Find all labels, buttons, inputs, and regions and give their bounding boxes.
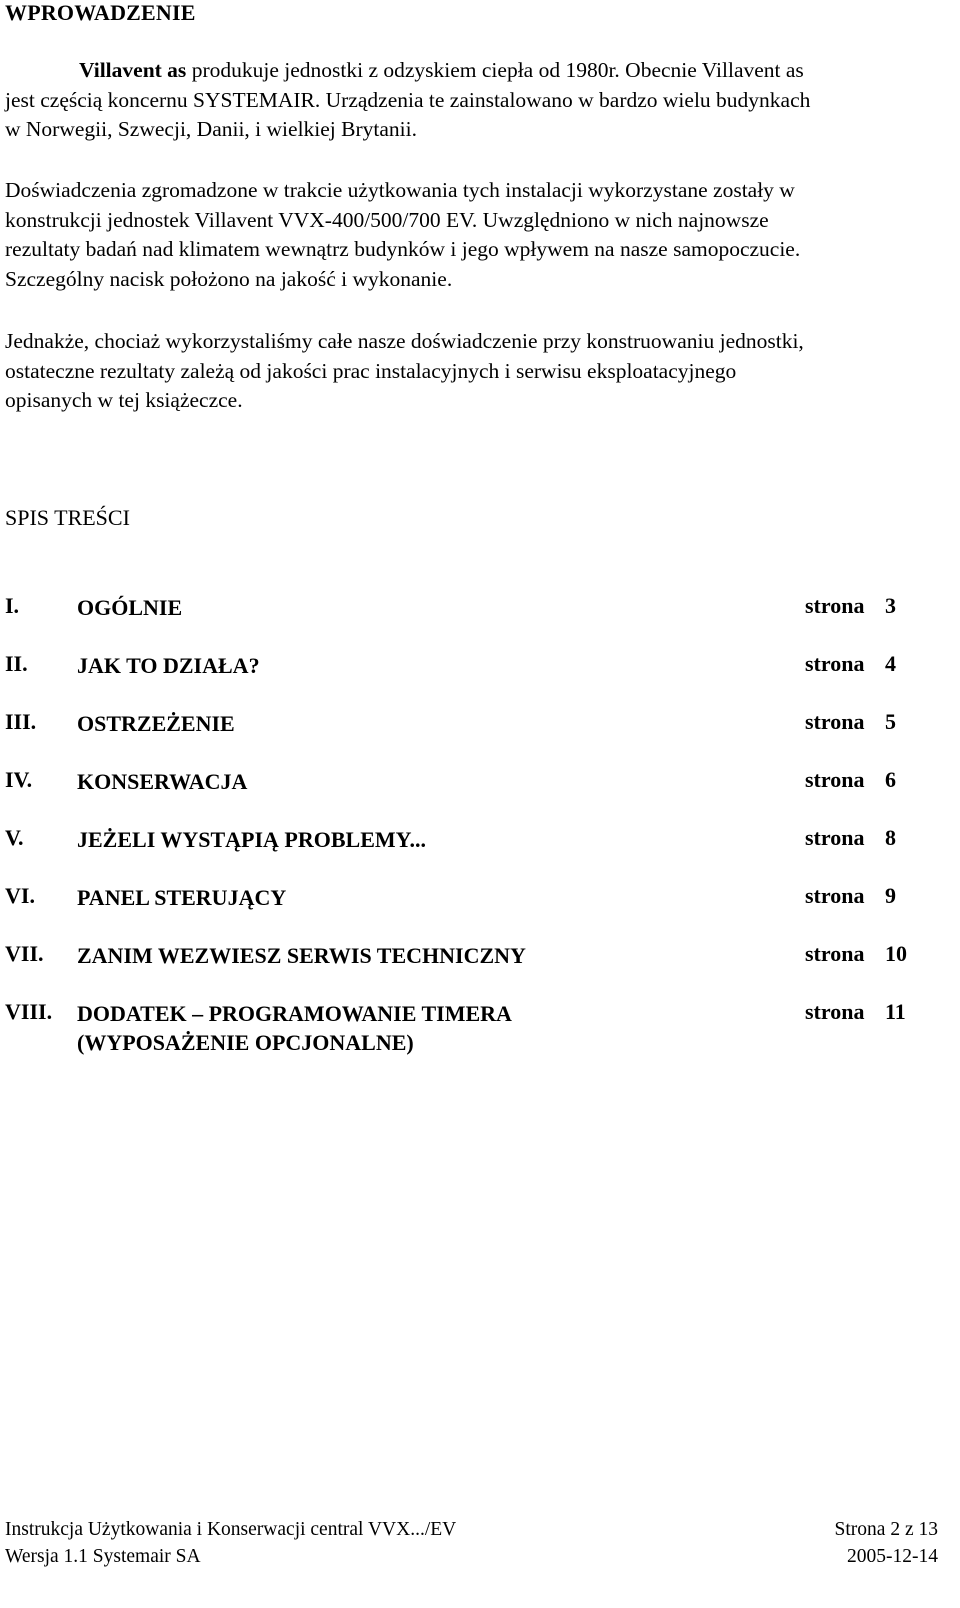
toc-item-title: KONSERWACJA	[77, 769, 248, 794]
toc-item-title	[77, 999, 512, 1057]
toc-item-number: VI.	[5, 883, 35, 908]
toc-item[interactable]	[5, 825, 925, 883]
toc-page-word: strona	[805, 651, 865, 676]
page-heading: WPROWADZENIE	[5, 0, 196, 25]
intro-line-3: w Norwegii, Szwecji, Danii, i wielkiej Brytanii.	[5, 117, 417, 141]
toc-item-title: PANEL STERUJĄCY	[77, 885, 287, 910]
toc-page-number: 4	[885, 651, 896, 676]
however-paragraph	[5, 327, 955, 416]
toc-item-number: III.	[5, 709, 37, 734]
toc-item-title: OGÓLNIE	[77, 595, 183, 620]
however-line-3: opisanych w tej książeczce.	[5, 388, 243, 412]
toc-item[interactable]	[5, 941, 925, 999]
toc-item-number: II.	[5, 651, 28, 676]
toc-item-number: VII.	[5, 941, 44, 966]
however-line-1: Jednakże, chociaż wykorzystaliśmy całe nasze doświadczenie przy konstruowaniu jednostki,	[5, 329, 804, 353]
toc-item-page	[805, 999, 906, 1025]
toc-item-page	[805, 709, 896, 735]
toc-page-word: strona	[805, 593, 865, 618]
footer-page-info: Strona 2 z 13	[834, 1519, 938, 1540]
toc-page-word: strona	[805, 825, 865, 850]
toc-item-title: OSTRZEŻENIE	[77, 711, 235, 736]
toc-item-title-line-1: DODATEK – PROGRAMOWANIE TIMERA	[77, 1001, 512, 1026]
toc-item-page	[805, 825, 896, 851]
toc-item[interactable]	[5, 767, 925, 825]
intro-paragraph	[5, 56, 955, 145]
toc-item-page	[805, 767, 896, 793]
footer-doc-title: Instrukcja Użytkowania i Konserwacji central VVX.../EV	[5, 1519, 457, 1540]
intro-line-1-rest: produkuje jednostki z odzyskiem ciepła od 1980r. Obecnie Villavent as	[186, 58, 804, 82]
toc-item-page	[805, 941, 907, 967]
toc-item-number: VIII.	[5, 999, 53, 1024]
toc-page-number: 6	[885, 767, 896, 792]
toc-item-number: IV.	[5, 767, 33, 792]
toc-page-number: 10	[885, 941, 907, 966]
experience-line-2: konstrukcji jednostek Villavent VVX-400/500/700 EV. Uwzględniono w nich najnowsze	[5, 207, 769, 232]
toc-item[interactable]	[5, 651, 925, 709]
page-footer	[5, 1516, 938, 1570]
toc-item[interactable]	[5, 709, 925, 767]
experience-paragraph	[5, 176, 955, 294]
toc-item-title: ZANIM WEZWIESZ SERWIS TECHNICZNY	[77, 943, 526, 968]
toc-page-word: strona	[805, 709, 865, 734]
toc-page-number: 9	[885, 883, 896, 908]
toc-page-number: 11	[885, 999, 906, 1024]
experience-line-4: Szczególny nacisk położono na jakość i wykonanie.	[5, 266, 453, 291]
toc-item-title: JEŻELI WYSTĄPIĄ PROBLEMY...	[77, 827, 427, 852]
footer-line-2	[5, 1543, 938, 1570]
experience-line-3: rezultaty badań nad klimatem wewnątrz budynków i jego wpływem na nasze samopoczucie.	[5, 237, 801, 261]
footer-date: 2005-12-14	[847, 1546, 938, 1567]
toc-page-number: 5	[885, 709, 896, 734]
toc-page-word: strona	[805, 999, 865, 1024]
toc-item-page	[805, 593, 896, 619]
footer-version: Wersja 1.1 Systemair SA	[5, 1546, 201, 1567]
brand-name: Villavent as	[79, 58, 187, 82]
toc-page-word: strona	[805, 767, 865, 792]
table-of-contents	[5, 593, 925, 1057]
toc-title: SPIS TREŚCI	[5, 505, 130, 530]
toc-page-word: strona	[805, 941, 865, 966]
toc-item-page	[805, 651, 896, 677]
intro-line-2: jest częścią koncernu SYSTEMAIR. Urządzenia te zainstalowano w bardzo wielu budynkach	[5, 87, 811, 112]
footer-line-1	[5, 1516, 938, 1543]
experience-line-1: Doświadczenia zgromadzone w trakcie użytkowania tych instalacji wykorzystane zostały w	[5, 178, 795, 202]
toc-page-number: 8	[885, 825, 896, 850]
intro-line-1	[5, 56, 955, 86]
toc-item-title-line-2: (WYPOSAŻENIE OPCJONALNE)	[77, 1030, 414, 1055]
toc-item[interactable]	[5, 593, 925, 651]
toc-page-word: strona	[805, 883, 865, 908]
toc-item-number: I.	[5, 593, 20, 618]
toc-item-number: V.	[5, 825, 24, 850]
toc-item-page	[805, 883, 896, 909]
toc-item[interactable]	[5, 883, 925, 941]
toc-page-number: 3	[885, 593, 896, 618]
however-line-2: ostateczne rezultaty zależą od jakości prac instalacyjnych i serwisu eksploatacyjnego	[5, 358, 737, 383]
toc-item[interactable]	[5, 999, 925, 1057]
toc-item-title: JAK TO DZIAŁA?	[77, 653, 260, 678]
